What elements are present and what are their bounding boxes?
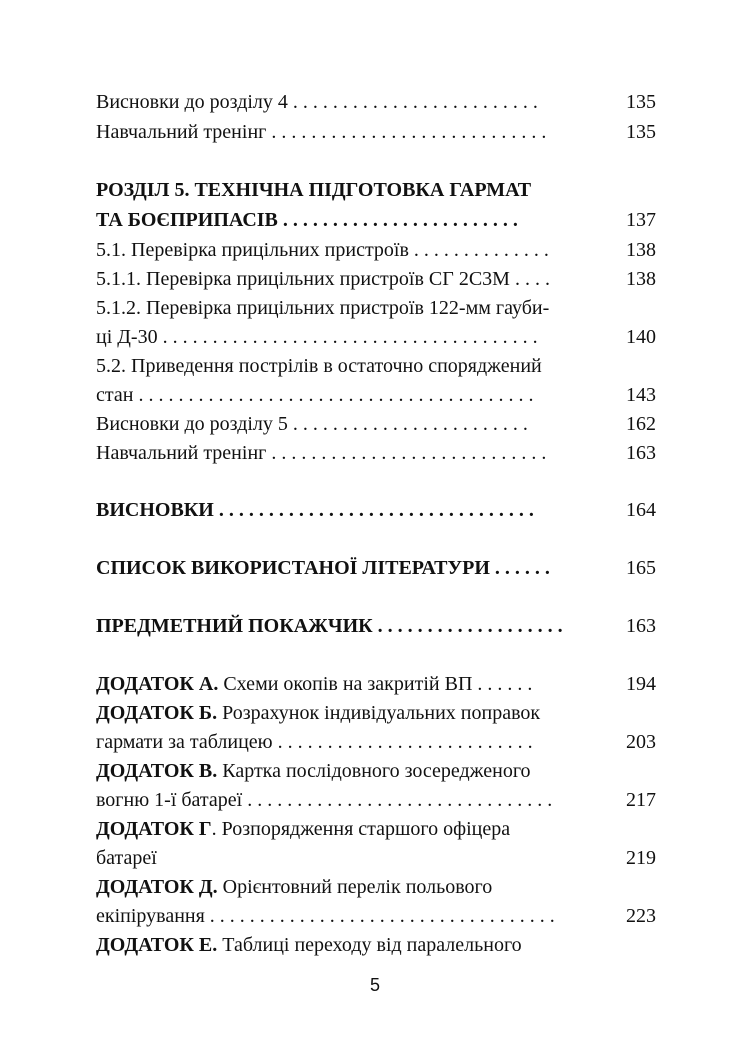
toc-entry bbox=[96, 381, 656, 409]
toc-entry-text: Навчальний тренінг . . . . . . . . . . . . . . . . . . . . . . . . . . . . bbox=[96, 121, 547, 143]
toc-entry bbox=[96, 786, 656, 814]
toc-entry-text: ці Д-30 . . . . . . . . . . . . . . . . . . . . . . . . . . . . . . . . . . . . . . bbox=[96, 326, 538, 348]
toc-entry bbox=[96, 236, 656, 264]
toc-entry bbox=[96, 323, 656, 351]
appendix-title: Орієнтовний перелік польового bbox=[217, 876, 493, 898]
toc-entry-text bbox=[96, 873, 492, 901]
toc-entry bbox=[96, 410, 656, 438]
toc-appendix-entry bbox=[96, 931, 656, 959]
toc-entry-text bbox=[96, 815, 510, 843]
toc-entry-page: 140 bbox=[626, 326, 656, 348]
appendix-label: ДОДАТОК Г bbox=[96, 818, 212, 840]
toc-entry-text: Висновки до розділу 4 . . . . . . . . . . . . . . . . . . . . . . . . . bbox=[96, 91, 538, 113]
toc-entry bbox=[96, 206, 656, 234]
toc-section-heading bbox=[96, 176, 656, 204]
toc-appendix-entry bbox=[96, 670, 656, 698]
toc-entry-text: ПРЕДМЕТНИЙ ПОКАЖЧИК . . . . . . . . . . . . . . . . . . . bbox=[96, 615, 563, 637]
toc-entry-text bbox=[96, 757, 531, 785]
toc-entry-text: 5.2. Приведення пострілів в остаточно споряджений bbox=[96, 355, 542, 377]
toc-appendix-entry bbox=[96, 699, 656, 727]
toc-entry-page: 163 bbox=[626, 615, 656, 637]
appendix-label: ДОДАТОК Д. bbox=[96, 876, 218, 898]
toc-entry-text: ВИСНОВКИ . . . . . . . . . . . . . . . . . . . . . . . . . . . . . . . . bbox=[96, 499, 534, 521]
toc-entry-text: екіпірування . . . . . . . . . . . . . . . . . . . . . . . . . . . . . . . . . . . bbox=[96, 905, 555, 927]
toc-appendix-entry bbox=[96, 757, 656, 785]
toc-entry-page: 219 bbox=[626, 847, 656, 869]
appendix-label: ДОДАТОК В. bbox=[96, 760, 218, 782]
toc-entry-page: 143 bbox=[626, 384, 656, 406]
appendix-label: ДОДАТОК Б. bbox=[96, 702, 218, 724]
toc-entry-page: 223 bbox=[626, 905, 656, 927]
toc-entry-page: 138 bbox=[626, 239, 656, 261]
toc-entry-text: 5.1.2. Перевірка прицільних пристроїв 122-мм гауби- bbox=[96, 297, 550, 319]
appendix-label: ДОДАТОК А. bbox=[96, 673, 219, 695]
toc-entry-text: вогню 1-ї батареї . . . . . . . . . . . . . . . . . . . . . . . . . . . . . . . bbox=[96, 789, 553, 811]
toc-entry-references bbox=[96, 554, 656, 582]
toc-entry-page: 162 bbox=[626, 413, 656, 435]
toc-entry bbox=[96, 352, 656, 380]
toc-entry-text: РОЗДІЛ 5. ТЕХНІЧНА ПІДГОТОВКА ГАРМАТ bbox=[96, 179, 532, 201]
toc-entry-text: стан . . . . . . . . . . . . . . . . . . . . . . . . . . . . . . . . . . . . . . . . bbox=[96, 384, 534, 406]
toc-appendix-entry bbox=[96, 815, 656, 843]
toc-entry bbox=[96, 294, 656, 322]
toc-entry-text bbox=[96, 699, 540, 727]
page-number: 5 bbox=[369, 975, 380, 995]
appendix-title: Таблиці переходу від паралельного bbox=[217, 934, 522, 956]
toc-entry bbox=[96, 88, 656, 116]
toc-entry-text: Навчальний тренінг . . . . . . . . . . . . . . . . . . . . . . . . . . . . bbox=[96, 442, 547, 464]
toc-entry-page: 137 bbox=[626, 209, 656, 231]
toc-entry-text: Висновки до розділу 5 . . . . . . . . . . . . . . . . . . . . . . . . bbox=[96, 413, 528, 435]
toc-entry-page: 138 bbox=[626, 268, 656, 290]
toc-entry bbox=[96, 728, 656, 756]
appendix-title: Схеми окопів на закритій ВП . . . . . . bbox=[218, 673, 533, 695]
toc-entry bbox=[96, 902, 656, 930]
toc-entry-text: 5.1. Перевірка прицільних пристроїв . . . . . . . . . . . . . . bbox=[96, 239, 549, 261]
toc-entry-text: СПИСОК ВИКОРИСТАНОЇ ЛІТЕРАТУРИ . . . . . . bbox=[96, 557, 550, 579]
toc-entry-page: 164 bbox=[626, 499, 656, 521]
toc-entry-page: 165 bbox=[626, 557, 656, 579]
toc-entry-page: 135 bbox=[626, 121, 656, 143]
toc-entry-page: 163 bbox=[626, 442, 656, 464]
appendix-label: ДОДАТОК Е. bbox=[96, 934, 218, 956]
toc-entry-index bbox=[96, 612, 656, 640]
toc-entry-text bbox=[96, 670, 532, 698]
appendix-title: Розрахунок індивідуальних поправок bbox=[217, 702, 541, 724]
toc-entry-page: 194 bbox=[626, 673, 656, 695]
toc-appendix-entry bbox=[96, 873, 656, 901]
toc-entry-text: батареї bbox=[96, 847, 157, 869]
toc-entry bbox=[96, 439, 656, 467]
toc-entry-page: 217 bbox=[626, 789, 656, 811]
toc-entry-text: гармати за таблицею . . . . . . . . . . . . . . . . . . . . . . . . . . bbox=[96, 731, 533, 753]
toc-entry-conclusions bbox=[96, 496, 656, 524]
appendix-title: Картка послідовного зосередженого bbox=[217, 760, 531, 782]
toc-entry-text: 5.1.1. Перевірка прицільних пристроїв СГ 2С3М . . . . bbox=[96, 268, 550, 290]
toc-entry-page: 135 bbox=[626, 91, 656, 113]
toc-entry-page: 203 bbox=[626, 731, 656, 753]
toc-entry bbox=[96, 118, 656, 146]
toc-entry bbox=[96, 265, 656, 293]
toc-entry-text: ТА БОЄПРИПАСІВ . . . . . . . . . . . . . . . . . . . . . . . . bbox=[96, 209, 518, 231]
toc-entry bbox=[96, 844, 656, 872]
appendix-title: . Розпорядження старшого офіцера bbox=[211, 818, 511, 840]
toc-entry-text bbox=[96, 931, 522, 959]
